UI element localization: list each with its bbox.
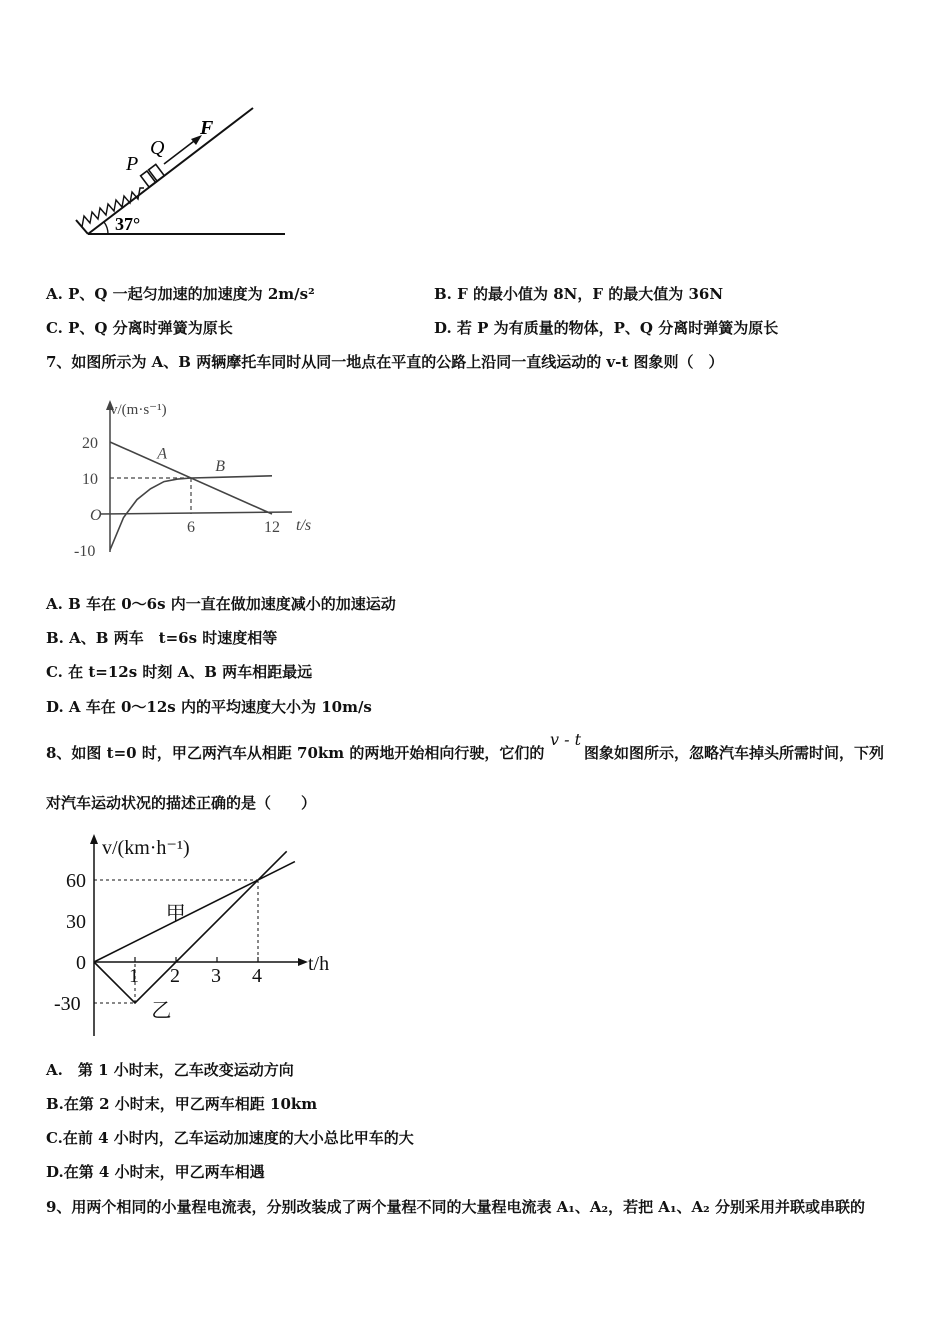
q7-xtick-12: 12 [264,519,280,536]
q8-xtick-1: 1 [129,965,139,987]
q8-series-label-yi: 乙 [151,1000,172,1022]
q8-y-arrow [90,834,98,844]
q8-ylabel: v/(km·h⁻¹) [102,837,190,859]
q7-option-d: D. A 车在 0～12s 内的平均速度大小为 10m/s [46,698,372,716]
q8-stem-part2: 图象如图所示，忽略汽车掉头所需时间，下列 [584,744,885,762]
q8-series-label-jia: 甲 [165,903,186,926]
incline-figure [60,100,300,245]
q7-ylabel: v/(m·s⁻¹) [110,402,167,418]
q7-xtick-6: 6 [187,519,195,536]
q8-option-c: C.在前 4 小时内，乙车运动加速度的大小总比甲车的大 [46,1129,414,1147]
q8-xtick-4: 4 [252,965,262,987]
q8-ytick-neg30: -30 [54,993,81,1015]
q8-xtick-2: 2 [170,965,180,987]
angle-arc [104,222,108,234]
q8-vt-symbol: v - t [550,730,582,749]
q6-option-b: B. F 的最小值为 8N，F 的最大值为 36N [434,285,724,303]
q7-stem: 7、如图所示为 A、B 两辆摩托车同时从同一地点在平直的公路上沿同一直线运动的 v-t 图象则（ ） [46,353,724,371]
q8-option-a: A. 第 1 小时末，乙车改变运动方向 [46,1061,294,1079]
q8-x-arrow [298,958,308,966]
q7-option-b: B. A、B 两车 t=6s 时速度相等 [46,629,278,647]
q7-series-label-B: B [215,458,226,476]
q7-series-label-A: A [157,445,168,463]
q8-series-jia-line [94,862,295,962]
q7-vt-chart [70,390,340,570]
q7-origin-label: O [90,507,102,524]
q8-ytick-0: 0 [76,952,86,974]
q8-option-b: B.在第 2 小时末，甲乙两车相距 10km [46,1095,318,1113]
label-p: P [126,153,139,175]
q7-x-axis [100,512,292,514]
q7-ytick-neg10: -10 [74,543,96,560]
q7-option-a: A. B 车在 0～6s 内一直在做加速度减小的加速运动 [46,595,396,613]
incline-line [88,108,253,234]
q7-option-c: C. 在 t=12s 时刻 A、B 两车相距最远 [46,663,313,681]
q7-xlabel: t/s [296,517,312,534]
q6-option-d: D. 若 P 为有质量的物体，P、Q 分离时弹簧为原长 [434,319,779,337]
q7-ytick-10: 10 [82,471,98,488]
q8-ytick-60: 60 [66,870,86,892]
q8-ytick-30: 30 [66,911,86,933]
label-angle: 37° [115,214,141,234]
q6-option-c: C. P、Q 分离时弹簧为原长 [46,319,233,337]
q8-stem-line2: 对汽车运动状况的描述正确的是（ ） [46,794,317,812]
q8-option-d: D.在第 4 小时末，甲乙两车相遇 [46,1163,265,1181]
label-q: Q [150,137,165,159]
q8-xlabel: t/h [308,953,330,975]
q8-vt-chart [40,828,360,1048]
q8-xtick-3: 3 [211,965,221,987]
q9-stem: 9、用两个相同的小量程电流表，分别改装成了两个量程不同的大量程电流表 A₁、A₂，若把 A₁、A₂ 分别采用并联或串联的 [46,1198,865,1216]
force-arrow [164,138,198,164]
q6-option-a: A. P、Q 一起匀加速的加速度为 2m/s² [46,285,315,303]
label-f: F [200,117,214,139]
q8-stem-part1: 8、如图 t=0 时，甲乙两汽车从相距 70km 的两地开始相向行驶，它们的 [46,744,545,762]
q7-ytick-20: 20 [82,435,98,452]
